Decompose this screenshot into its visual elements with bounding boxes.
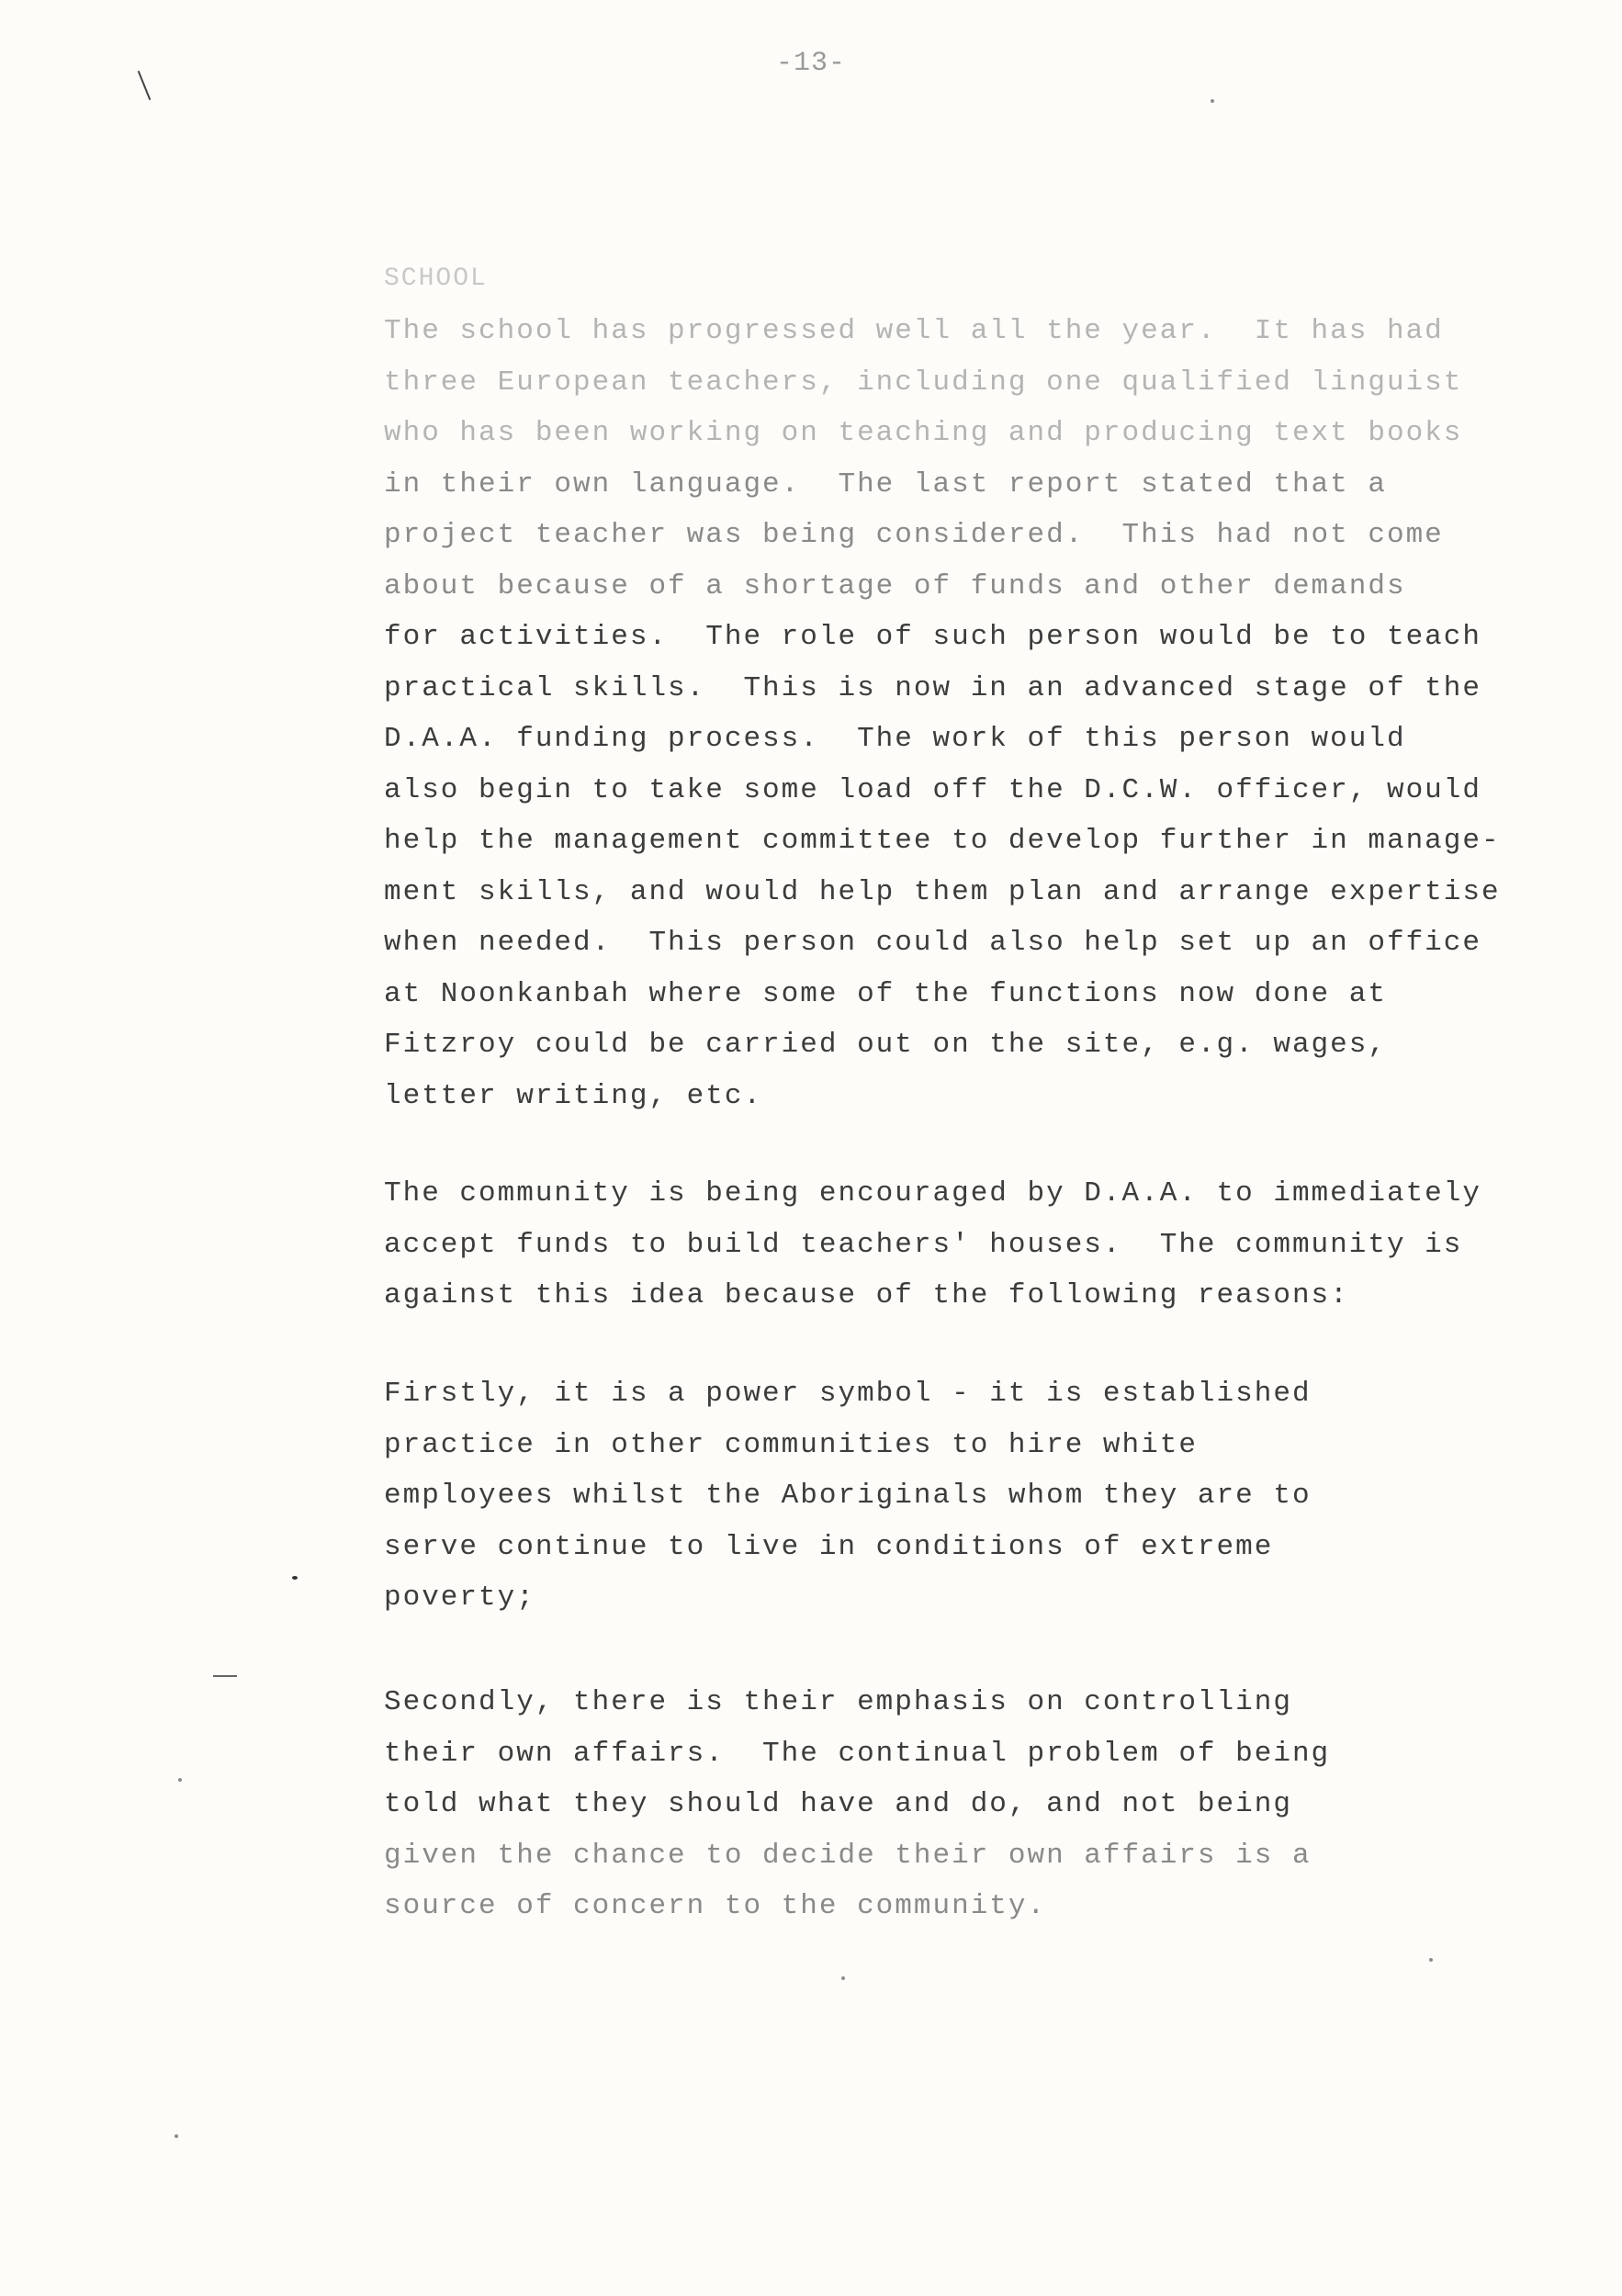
text-line: three European teachers, including one qualified linguist <box>384 366 1463 399</box>
text-line: The school has progressed well all the year. It has had <box>384 315 1444 347</box>
text-line: practice in other communities to hire white <box>384 1428 1198 1461</box>
text-line: about because of a shortage of funds and other demands <box>384 569 1406 602</box>
text-line: when needed. This person could also help set up an office <box>384 927 1481 959</box>
text-line: help the management committee to develop further in manage- <box>384 825 1501 857</box>
paragraph-firstly <box>384 1368 1578 1624</box>
text-line: The community is being encouraged by D.A.A. to immediately <box>384 1177 1481 1210</box>
section-heading: SCHOOL <box>384 264 488 293</box>
margin-dash-mark <box>213 1675 237 1677</box>
text-line: serve continue to live in conditions of extreme <box>384 1530 1274 1563</box>
speck-mark <box>1211 99 1214 103</box>
text-line: against this idea because of the following reasons: <box>384 1279 1349 1311</box>
speck-mark <box>178 1778 182 1782</box>
text-line: who has been working on teaching and producing text books <box>384 417 1463 449</box>
speck-mark <box>292 1576 298 1580</box>
speck-mark <box>175 2134 178 2138</box>
paragraph-school-progress <box>384 306 1578 1121</box>
text-line: project teacher was being considered. This had not come <box>384 519 1444 551</box>
text-line: in their own language. The last report stated that a <box>384 467 1387 501</box>
speck-mark <box>1429 1958 1433 1962</box>
text-line: accept funds to build teachers' houses. The community is <box>384 1228 1463 1261</box>
text-line: employees whilst the Aboriginals whom they are to <box>384 1480 1312 1512</box>
text-line: their own affairs. The continual problem of being <box>384 1737 1331 1770</box>
speck-mark <box>841 1976 845 1980</box>
text-line: also begin to take some load off the D.C.W. officer, would <box>384 773 1481 806</box>
text-line: D.A.A. funding process. The work of this person would <box>384 723 1406 755</box>
text-line: given the chance to decide their own affairs is a <box>384 1839 1312 1872</box>
text-line: Fitzroy could be carried out on the site, e.g. wages, <box>384 1029 1387 1061</box>
page-number: -13- <box>775 48 846 79</box>
text-line: Secondly, there is their emphasis on controlling <box>384 1686 1292 1718</box>
paragraph-teachers-houses <box>384 1168 1578 1322</box>
text-line: for activities. The role of such person would be to teach <box>384 621 1481 653</box>
paragraph-secondly <box>384 1677 1578 1932</box>
text-line: practical skills. This is now in an advanced stage of the <box>384 671 1481 704</box>
text-line: ment skills, and would help them plan and arrange expertise <box>384 875 1501 908</box>
text-line: Firstly, it is a power symbol - it is established <box>384 1378 1312 1410</box>
text-line: source of concern to the community. <box>384 1890 1047 1922</box>
text-line: poverty; <box>384 1581 535 1614</box>
text-line: letter writing, etc. <box>384 1079 763 1112</box>
text-line: at Noonkanbah where some of the functions now done at <box>384 977 1387 1010</box>
text-line: told what they should have and do, and not being <box>384 1788 1292 1820</box>
